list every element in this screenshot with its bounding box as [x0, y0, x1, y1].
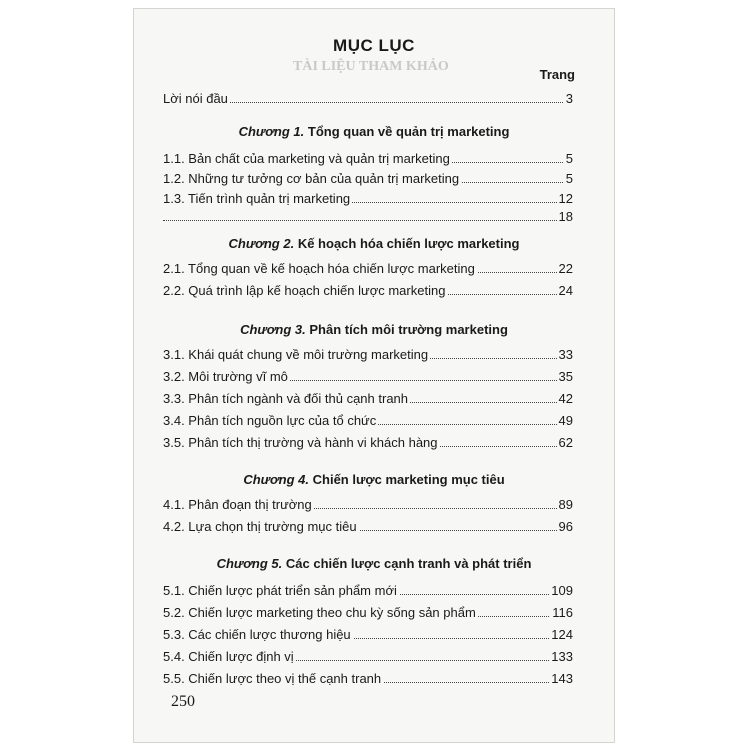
toc-entry-label: 3.1. Khái quát chung về môi trường marketing [163, 347, 429, 362]
chapter-prefix: Chương 3. [240, 322, 306, 337]
toc-entry[interactable] [163, 388, 573, 406]
toc-entry[interactable] [163, 206, 573, 224]
chapter-title: Kế hoạch hóa chiến lược marketing [297, 236, 520, 251]
toc-entry-page: 5 [565, 171, 573, 186]
toc-entry-page: 18 [558, 209, 573, 224]
toc-entry-page: 89 [558, 497, 573, 512]
toc-entry-label: 3.2. Môi trường vĩ mô [163, 369, 288, 384]
dot-leader [163, 220, 573, 221]
toc-entry-page: 3 [565, 91, 573, 106]
toc-entry-page: 116 [552, 605, 573, 620]
toc-entry-label: 1.2. Những tư tưởng cơ bản của quản trị marketing [163, 171, 460, 186]
chapter-heading [133, 236, 615, 251]
toc-entry-page: 12 [558, 191, 573, 206]
ghost-header: TÀI LIỆU THAM KHẢO [293, 59, 449, 74]
toc-entry-intro[interactable] [163, 88, 573, 106]
chapter-prefix: Chương 1. [238, 124, 305, 139]
toc-entry-label: 5.5. Chiến lược theo vị thế cạnh tranh [163, 671, 382, 686]
page-column-header: Trang [539, 67, 575, 82]
toc-entry-page: 42 [558, 391, 573, 406]
toc-entry-page: 35 [558, 369, 573, 384]
toc-entry-page: 33 [558, 347, 573, 362]
toc-entry-page: 24 [558, 283, 573, 298]
toc-entry-label: 2.1. Tổng quan về kế hoạch hóa chiến lược marketing [163, 261, 475, 276]
toc-entry[interactable] [163, 410, 573, 428]
toc-entry[interactable] [163, 258, 573, 276]
toc-entry[interactable] [163, 432, 573, 450]
toc-entry[interactable] [163, 580, 573, 598]
chapter-prefix: Chương 2. [228, 236, 295, 251]
toc-entry[interactable] [163, 366, 573, 384]
toc-entry-page: 143 [551, 671, 573, 686]
toc-entry[interactable] [163, 494, 573, 512]
toc-entry[interactable] [163, 344, 573, 362]
chapter-heading [133, 556, 615, 571]
chapter-heading [133, 124, 615, 139]
toc-entry-page: 49 [558, 413, 573, 428]
toc-entry-page: 22 [558, 261, 573, 276]
toc-entry-label: 1.3. Tiến trình quản trị marketing [163, 191, 351, 206]
toc-entry-label: 5.2. Chiến lược marketing theo chu kỳ sống sản phẩm [163, 605, 476, 620]
toc-entry[interactable] [163, 188, 573, 206]
chapter-title: Các chiến lược cạnh tranh và phát triển [285, 556, 532, 571]
toc-entry[interactable] [163, 280, 573, 298]
toc-entry-label: 3.3. Phân tích ngành và đối thủ cạnh tranh [163, 391, 409, 406]
chapter-prefix: Chương 5. [216, 556, 283, 571]
chapter-title: Tổng quan về quản trị marketing [307, 124, 510, 139]
toc-entry-page: 62 [558, 435, 573, 450]
toc-entry-label: 3.5. Phân tích thị trường và hành vi khách hàng [163, 435, 438, 450]
toc-entry-page: 96 [558, 519, 573, 534]
toc-entry-label: 2.2. Quá trình lập kế hoạch chiến lược marketing [163, 283, 446, 298]
chapter-heading [133, 472, 615, 487]
page-title: MỤC LỤC [333, 36, 415, 55]
toc-entry-label: 1.1. Bản chất của marketing và quản trị marketing [163, 151, 450, 166]
toc-entry-label: 3.4. Phân tích nguồn lực của tổ chức [163, 413, 377, 428]
toc-entry[interactable] [163, 624, 573, 642]
chapter-title: Phân tích môi trường marketing [309, 322, 508, 337]
toc-entry[interactable] [163, 168, 573, 186]
toc-entry-page: 109 [551, 583, 573, 598]
page-number: 250 [171, 693, 195, 710]
toc-entry[interactable] [163, 646, 573, 664]
toc-entry-page: 133 [551, 649, 573, 664]
toc-entry-label: 4.1. Phân đoạn thị trường [163, 497, 312, 512]
toc-entry-label: Lời nói đầu [163, 91, 228, 106]
toc-entry[interactable] [163, 516, 573, 534]
chapter-heading [133, 322, 615, 337]
chapter-title: Chiến lược marketing mục tiêu [312, 472, 505, 487]
chapter-prefix: Chương 4. [243, 472, 310, 487]
toc-entry[interactable] [163, 668, 573, 686]
toc-entry-label: 5.1. Chiến lược phát triển sản phẩm mới [163, 583, 397, 598]
toc-entry[interactable] [163, 148, 573, 166]
toc-entry-label: 4.2. Lựa chọn thị trường mục tiêu [163, 519, 357, 534]
toc-page [133, 8, 615, 743]
toc-entry-label: 5.3. Các chiến lược thương hiệu [163, 627, 351, 642]
toc-entry-page: 5 [565, 151, 573, 166]
toc-entry-label: 5.4. Chiến lược định vị [163, 649, 294, 664]
toc-entry-page: 124 [551, 627, 573, 642]
toc-entry[interactable] [163, 602, 573, 620]
